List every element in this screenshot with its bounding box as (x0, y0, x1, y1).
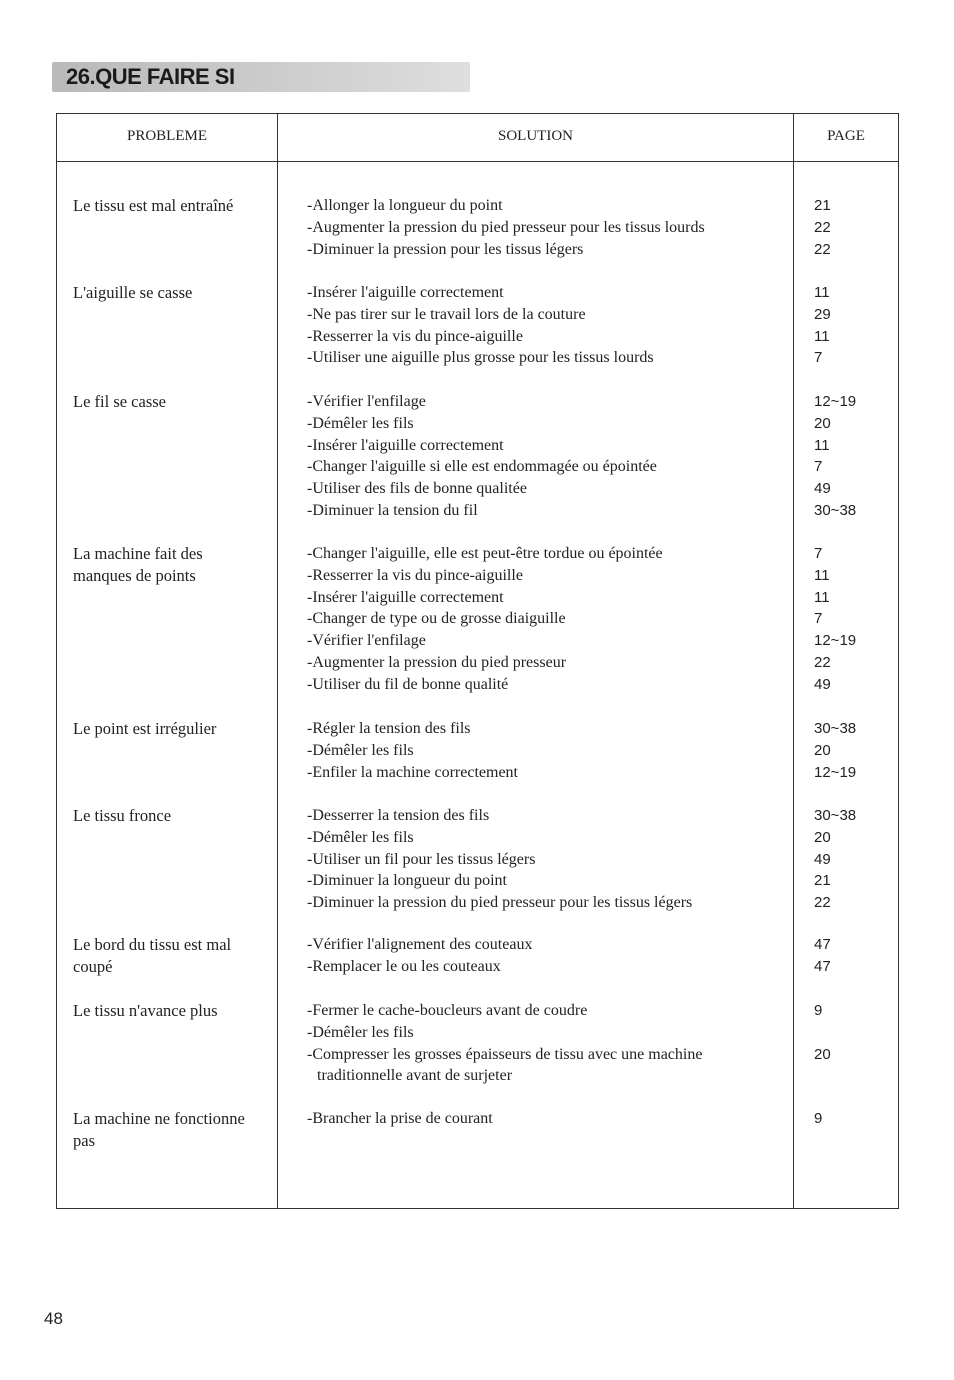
solution-cell (307, 1108, 827, 1130)
solution-item: -Augmenter la pression du pied presseur pour les tissus lourds (307, 218, 705, 236)
problem-text: Le tissu est mal entraîné (73, 196, 234, 215)
solution-cell (307, 195, 827, 260)
page-reference: 49 (814, 480, 831, 498)
problem-text: manques de points (73, 566, 196, 585)
solution-item: -Utiliser un fil pour les tissus légers (307, 850, 536, 868)
solution-cell (307, 934, 827, 978)
solution-item: -Changer l'aiguille si elle est endommagée ou épointée (307, 458, 657, 476)
solution-item: -Augmenter la pression du pied presseur (307, 653, 567, 671)
page-reference: 20 (814, 741, 831, 759)
page-cell (814, 1000, 884, 1087)
solution-item: -Utiliser des fils de bonne qualitée (307, 480, 527, 498)
page-cell (814, 282, 884, 369)
page-reference (814, 1065, 884, 1087)
page-cell (814, 718, 884, 783)
page-reference: 29 (814, 305, 831, 323)
page-reference: 11 (814, 327, 830, 345)
solution-item: -Insérer l'aiguille correctement (307, 436, 504, 454)
solution-item: -Démêler les fils (307, 414, 414, 432)
page-reference: 7 (814, 545, 823, 562)
page-cell (814, 543, 884, 696)
page-reference: 11 (814, 566, 830, 584)
solution-cell (307, 391, 827, 522)
solution-cell (307, 543, 827, 696)
page-reference: 49 (814, 850, 831, 868)
problem-text: Le tissu fronce (73, 806, 172, 825)
solution-cell (307, 282, 827, 369)
page-reference: 9 (814, 1110, 823, 1127)
header-page: PAGE (827, 128, 865, 144)
page-reference: 20 (814, 414, 831, 432)
page-reference: 22 (814, 240, 831, 258)
problem-text: Le fil se casse (73, 392, 166, 411)
solution-item: -Diminuer la tension du fil (307, 501, 478, 519)
page-reference: 21 (814, 872, 831, 890)
problem-cell (73, 391, 273, 413)
solution-item: -Vérifier l'alignement des couteaux (307, 936, 533, 953)
solution-item: -Insérer l'aiguille correctement (307, 284, 504, 301)
solution-item: -Desserrer la tension des fils (307, 807, 490, 824)
page-reference: 21 (814, 197, 831, 214)
solution-item: -Vérifier l'enfilage (307, 393, 426, 410)
problem-text: Le bord du tissu est mal (73, 935, 232, 954)
solution-item: -Démêler les fils (307, 741, 414, 759)
solution-item: -Utiliser du fil de bonne qualité (307, 675, 509, 693)
solution-cell (307, 1000, 827, 1087)
problem-cell (73, 282, 273, 304)
page-reference: 47 (814, 957, 831, 975)
problem-text: La machine ne fonctionne (73, 1109, 245, 1128)
solution-item: -Enfiler la machine correctement (307, 763, 518, 781)
solution-item: -Diminuer la pression pour les tissus légers (307, 240, 584, 258)
page-reference: 11 (814, 284, 830, 301)
problem-text: Le tissu n'avance plus (73, 1001, 218, 1020)
problem-text: coupé (73, 957, 113, 976)
header-solution: SOLUTION (498, 128, 573, 144)
header-divider (56, 161, 899, 162)
page-reference: 7 (814, 458, 823, 476)
page-reference (814, 1022, 884, 1044)
page-reference: 12~19 (814, 393, 857, 410)
page-reference: 22 (814, 218, 831, 236)
page-reference: 9 (814, 1002, 823, 1019)
problem-cell (73, 1108, 273, 1152)
solution-item: -Diminuer la pression du pied presseur pour les tissus légers (307, 894, 693, 912)
solution-item: -Régler la tension des fils (307, 720, 471, 737)
page-reference: 12~19 (814, 763, 857, 781)
page-reference: 11 (814, 588, 830, 606)
page-cell (814, 391, 884, 522)
problem-cell (73, 718, 273, 740)
solution-item: -Utiliser une aiguille plus grosse pour les tissus lourds (307, 349, 654, 367)
solution-item: -Resserrer la vis du pince-aiguille (307, 566, 523, 584)
solution-item: -Insérer l'aiguille correctement (307, 588, 504, 606)
page-number: 48 (44, 1309, 63, 1328)
problem-cell (73, 543, 273, 587)
page-reference: 22 (814, 653, 831, 671)
problem-text: La machine fait des (73, 544, 203, 563)
solution-item: -Compresser les grosses épaisseurs de tissu avec une machine (307, 1045, 703, 1063)
page-reference: 30~38 (814, 501, 857, 519)
page-reference: 20 (814, 828, 831, 846)
solution-item: -Resserrer la vis du pince-aiguille (307, 327, 523, 345)
solution-item: -Fermer le cache-boucleurs avant de coudre (307, 1002, 588, 1019)
page-cell (814, 1108, 884, 1130)
problem-cell (73, 805, 273, 827)
problem-text: Le point est irrégulier (73, 719, 217, 738)
page-reference: 30~38 (814, 720, 857, 737)
troubleshooting-table (56, 113, 899, 1209)
solution-item: -Diminuer la longueur du point (307, 872, 507, 890)
solution-item: -Allonger la longueur du point (307, 197, 503, 214)
page-reference: 11 (814, 436, 830, 454)
problem-cell (73, 195, 273, 217)
problem-cell (73, 934, 273, 978)
solution-item: -Ne pas tirer sur le travail lors de la couture (307, 305, 586, 323)
solution-item: -Démêler les fils (307, 828, 414, 846)
section-title: 26.QUE FAIRE SI (66, 64, 235, 89)
solution-item: -Brancher la prise de courant (307, 1110, 493, 1127)
page-reference: 7 (814, 610, 823, 628)
section-header-bar (52, 62, 470, 92)
page-cell (814, 805, 884, 914)
page-reference: 7 (814, 349, 823, 367)
solution-cell (307, 718, 827, 783)
problem-text: pas (73, 1131, 95, 1150)
solution-item: -Changer l'aiguille, elle est peut-être tordue ou épointée (307, 545, 663, 562)
page-reference: 47 (814, 936, 831, 953)
solution-cell (307, 805, 827, 914)
solution-item: -Démêler les fils (307, 1023, 414, 1041)
page-reference: 20 (814, 1045, 831, 1063)
problem-text: L'aiguille se casse (73, 283, 193, 302)
solution-item: traditionnelle avant de surjeter (317, 1067, 513, 1085)
page-cell (814, 195, 884, 260)
column-divider (277, 113, 278, 1209)
solution-item: -Vérifier l'enfilage (307, 632, 426, 650)
problem-cell (73, 1000, 273, 1022)
page-cell (814, 934, 884, 978)
page-reference: 22 (814, 894, 831, 912)
solution-item: -Changer de type ou de grosse diaiguille (307, 610, 566, 628)
solution-item: -Remplacer le ou les couteaux (307, 957, 501, 975)
header-problem: PROBLEME (126, 128, 207, 144)
page-reference: 12~19 (814, 632, 857, 650)
page-reference: 49 (814, 675, 831, 693)
page-reference: 30~38 (814, 807, 857, 824)
